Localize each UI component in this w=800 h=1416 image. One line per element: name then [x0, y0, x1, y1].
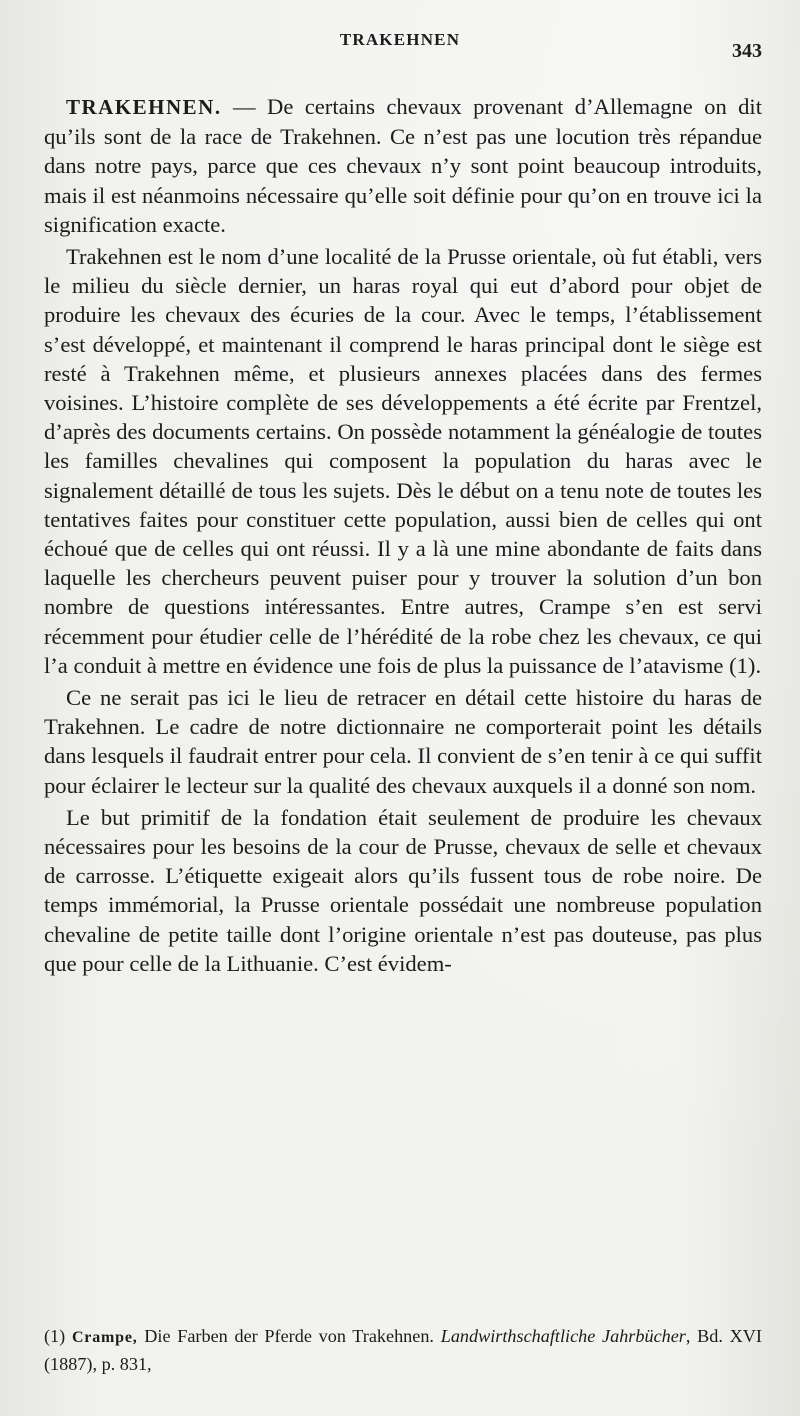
- running-title: TRAKEHNEN: [339, 30, 461, 49]
- paragraph-1: [44, 92, 762, 239]
- paragraph-2: Trakehnen est le nom d’une localité de la Prusse orientale, où fut établi, vers le milieu du siècle dernier, un haras royal qui eut d’abord pour objet de produire les chevaux des écuries de la cour. Avec le temps, l’établissement s’est développé, et maintenant il comprend le haras principal dont le siège est resté à Trakehnen même, et plusieurs annexes placées dans des fermes voisines. L’histoire complète de ses développements a été écrite par Frentzel, d’après des documents certains. On possède notamment la généalogie de toutes les familles chevalines qui composent la population du haras avec le signalement détaillé de tous les sujets. Dès le début on a tenu note de toutes les tentatives faites pour constituer cette population, aussi bien de celles qui ont échoué que de celles qui ont réussi. Il y a là une mine abondante de faits dans laquelle les chercheurs peuvent puiser pour y trouver la solution d’un bon nombre de questions intéressantes. Entre autres, Crampe s’en est servi récemment pour étudier celle de l’hérédité de la robe chez les chevaux, ce qui l’a conduit à mettre en évidence une fois de plus la puissance de l’atavisme (1).: [44, 244, 762, 678]
- footnote-journal: Landwirthschaftliche Jahrbücher: [440, 1326, 686, 1346]
- paragraph-1-text: — De certains chevaux provenant d’Allemagne on dit qu’ils sont de la race de Trakehnen. Ce n’est pas une locution très répandue dans notre pays, parce que ces chevaux n’y sont point beaucoup introduits, mais il est néanmoins nécessaire qu’elle soit définie pour qu’on en trouve ici la signification exacte.: [44, 94, 762, 237]
- running-head: [0, 30, 800, 60]
- footnote-author: Crampe,: [71, 1329, 138, 1346]
- footnote-title: Die Farben der Pferde von Trakehnen.: [137, 1326, 441, 1346]
- footnote-reference: , Bd. XVI (1887), p. 831,: [44, 1326, 762, 1374]
- article-body: [44, 92, 762, 978]
- entry-headword: TRAKEHNEN.: [66, 95, 222, 119]
- footnote: [44, 1323, 762, 1377]
- paragraph-3: Ce ne serait pas ici le lieu de retracer en détail cette histoire du haras de Trakehnen. Le cadre de notre dictionnaire ne comporterait point les détails dans lesquels il faudrait entrer pour cela. Il convient de s’en tenir à ce qui suffit pour éclairer le lecteur sur la qualité des chevaux auxquels il a donné son nom.: [44, 685, 762, 798]
- footnote-marker: (1): [44, 1326, 72, 1346]
- paragraph-4: Le but primitif de la fondation était seulement de produire les chevaux nécessaires pour les besoins de la cour de Prusse, chevaux de selle et chevaux de carrosse. L’étiquette exigeait alors qu’ils fussent tous de robe noire. De temps immémorial, la Prusse orientale possédait une nombreuse population chevaline de petite taille dont l’origine orientale n’est pas douteuse, pas plus que pour celle de la Lithuanie. C’est évidem-: [44, 804, 762, 976]
- page-number: 343: [732, 40, 762, 62]
